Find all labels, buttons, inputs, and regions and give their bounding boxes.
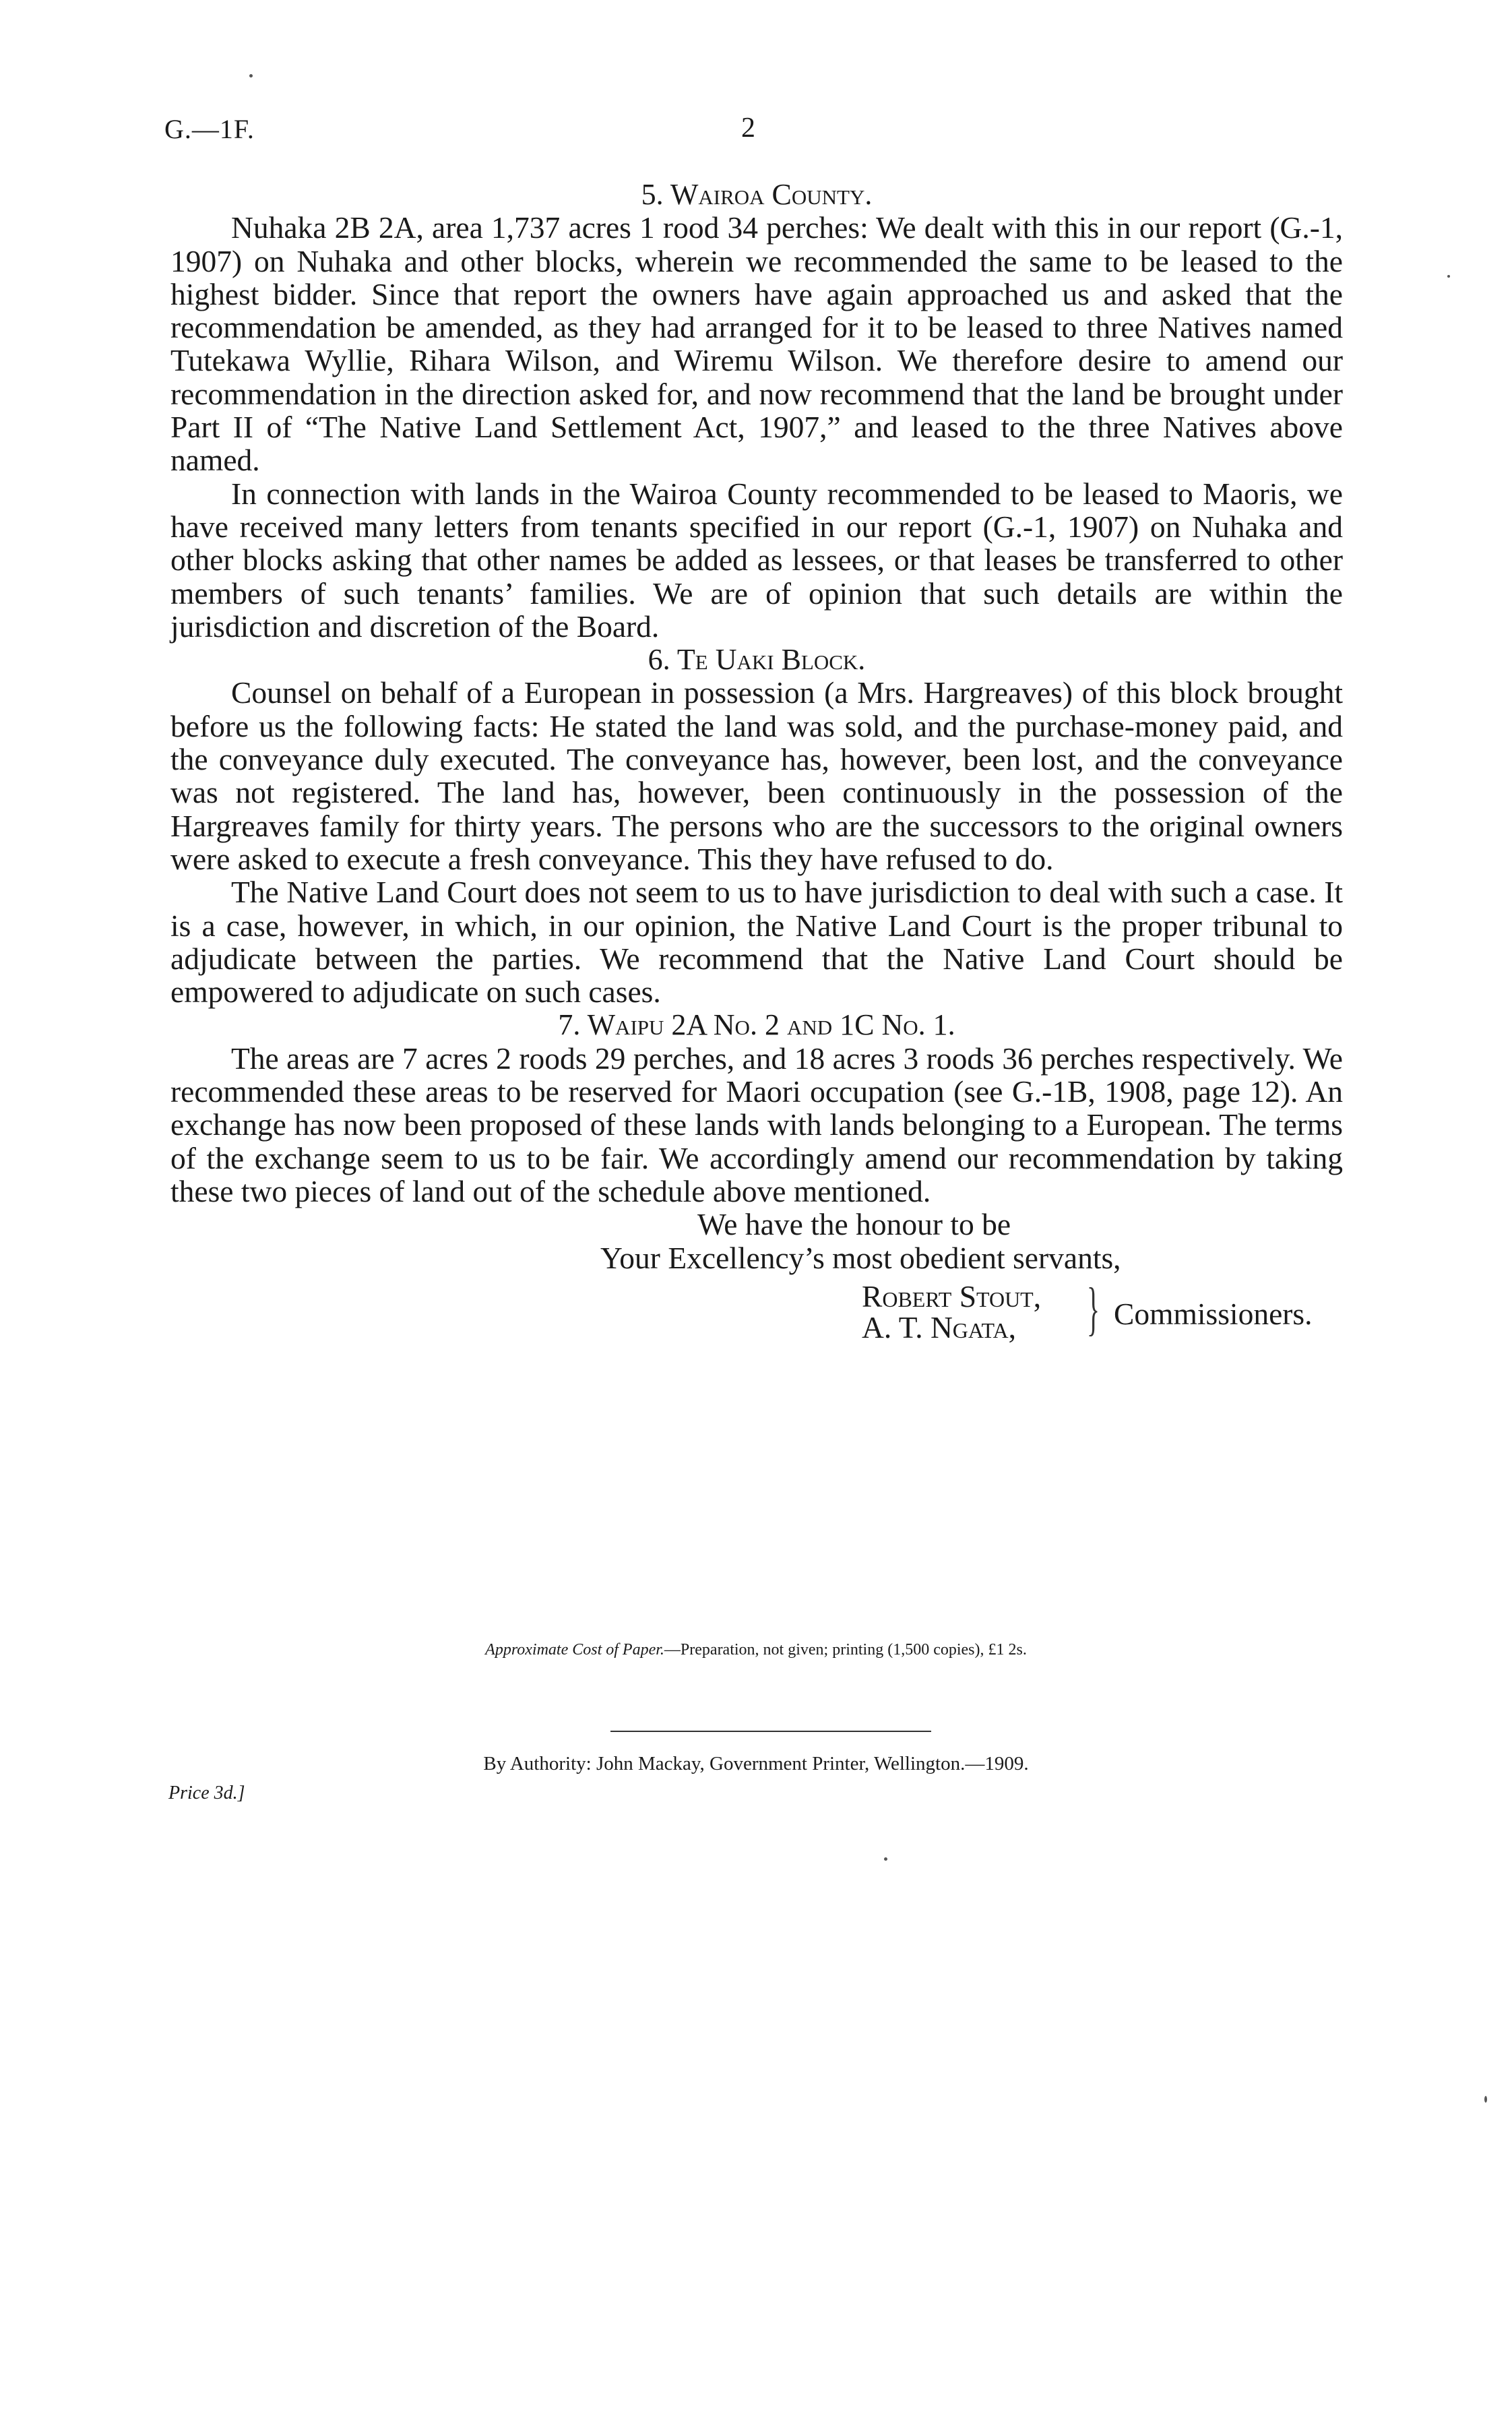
paper-speck	[1484, 2096, 1487, 2103]
document-reference: G.—1F.	[164, 114, 255, 144]
signature-block	[170, 1277, 1343, 1349]
cost-label: Approximate Cost of Paper.	[485, 1641, 664, 1659]
signatory-ngata: A. T. Ngata,	[862, 1309, 1016, 1344]
document-body	[170, 178, 1343, 1349]
paragraph-nuhaka: Nuhaka 2B 2A, area 1,737 acres 1 rood 34 perches: We dealt with this in our report (G.-1, 1907) on Nuhaka and other blocks, wherein we recommended the same to be leased to the highest bidder. Since that report the owners have again approached us and asked that the recommendation be amended, as they had arranged for it to be leased to three Natives named Tutekawa Wyllie, Rihara Wilson, and Wiremu Wilson. We therefore desire to amend our recommendation in the direction asked for, and now recommend that the land be brought under Part II of “The Native Land Settlement Act, 1907,” and leased to the three Natives above named.	[170, 210, 1343, 478]
signatory-stout: Robert Stout,	[862, 1278, 1042, 1313]
paragraph-waipu-exchange: The areas are 7 acres 2 roods 29 perches, and 18 acres 3 roods 36 perches respectively. We recommended these areas to be reserved for Maori occupation (see G.-1B, 1908, page 12). An exchange has now been proposed of these lands with lands belonging to a European. The terms of the exchange seem to us to be fair. We accordingly amend our recommendation by taking these two pieces of land out of the schedule above mentioned.	[170, 1041, 1343, 1208]
signature-brace: }	[1087, 1276, 1100, 1342]
price-note: Price 3d.]	[168, 1783, 245, 1803]
closing-servants: Your Excellency’s most obedient servants,	[600, 1240, 1121, 1275]
section-heading-wairoa: 5. Wairoa County.	[641, 178, 873, 211]
paragraph-wairoa-letters: In connection with lands in the Wairoa County recommended to be leased to Maoris, we have received many letters from tenants specified in our report (G.-1, 1907) on Nuhaka and other blocks asking that other names be added as lessees, or that leases be transferred to other members of such tenants’ families. We are of opinion that such details are within the jurisdiction and discretion of the Board.	[170, 476, 1343, 644]
commissioners-label: Commissioners.	[1114, 1296, 1313, 1331]
cost-text: —Preparation, not given; printing (1,500 copies), £1 2s.	[664, 1641, 1027, 1659]
printer-authority: By Authority: John Mackay, Government Printer, Wellington.—1909.	[483, 1753, 1029, 1774]
section-heading-waipu: 7. Waipu 2A No. 2 and 1C No. 1.	[558, 1008, 955, 1042]
cost-of-paper-note	[0, 1641, 1512, 1659]
footer-rule	[610, 1731, 931, 1732]
paper-speck	[249, 74, 253, 78]
paragraph-hargreaves: Counsel on behalf of a European in possession (a Mrs. Hargreaves) of this block brought before us the following facts: He stated the land was sold, and the purchase-money paid, and the conveyance duly executed. The conveyance has, however, been lost, and the conveyance was not registered. The land has, however, been continuously in the possession of the Hargreaves family for thirty years. The persons who are the successors to the original owners were asked to execute a fresh conveyance. This they have refused to do.	[170, 675, 1343, 876]
paper-speck	[884, 1857, 887, 1861]
page-number: 2	[741, 113, 755, 144]
paragraph-native-land-court: The Native Land Court does not seem to us to have jurisdiction to deal with such a case. It is a case, however, in which, in our opinion, the Native Land Court is the proper tribunal to adjudicate between the parties. We recommend that the Native Land Court should be empowered to adjudicate on such cases.	[170, 875, 1343, 1010]
section-heading-te-uaki: 6. Te Uaki Block.	[648, 643, 866, 677]
closing-honour: We have the honour to be	[697, 1207, 1011, 1242]
paper-speck	[1447, 275, 1450, 278]
